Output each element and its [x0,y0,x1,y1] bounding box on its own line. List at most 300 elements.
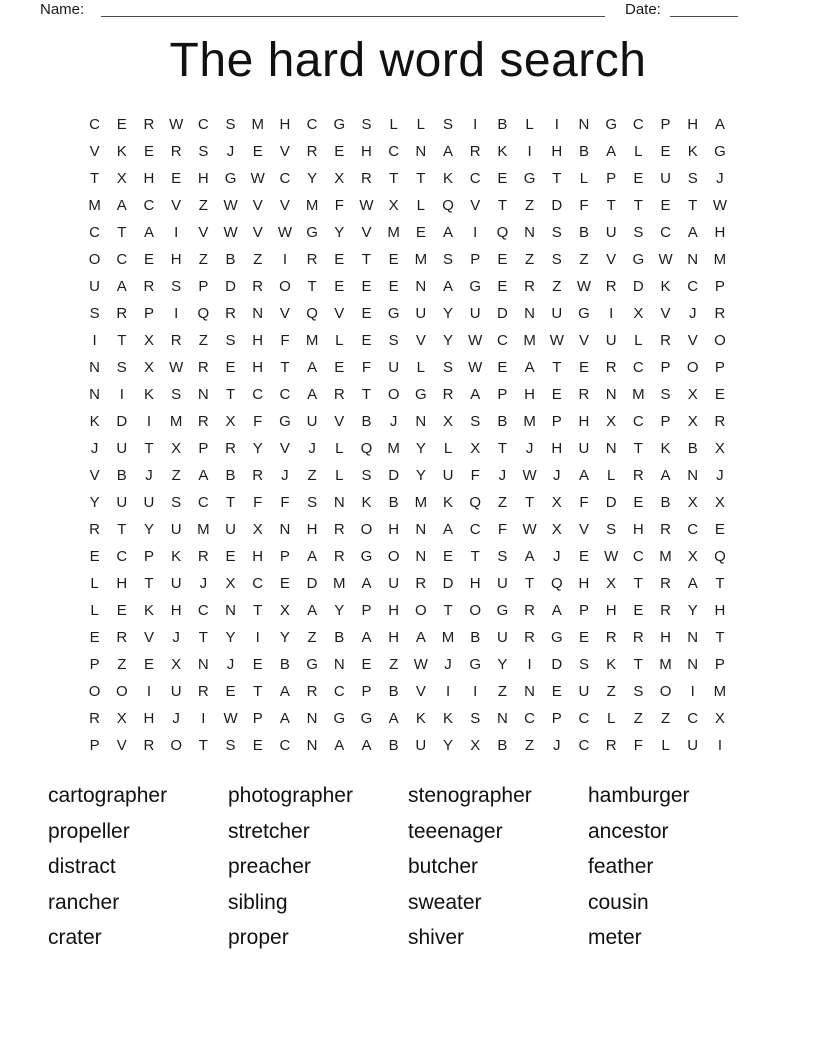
grid-letter: Y [307,170,318,187]
grid-letter: S [361,116,372,133]
grid-letter: P [660,116,671,133]
grid-letter: G [496,602,509,619]
grid-letter: E [388,278,399,295]
grid-letter: N [89,359,101,376]
grid-letter: A [307,359,318,376]
grid-letter: G [306,656,318,673]
grid-letter: J [199,575,208,592]
grid-letter: S [660,386,671,403]
grid-letter: M [387,224,400,241]
grid-row [81,462,734,489]
grid-letter: N [333,656,345,673]
grid-row [81,570,734,597]
grid-letter: G [550,629,563,646]
grid-letter: G [387,305,400,322]
grid-letter: E [252,143,263,160]
grid-letter: B [225,251,236,268]
date-blank-line [670,0,738,17]
grid-letter: N [225,602,236,619]
grid-letter: V [279,440,290,457]
grid-letter: Y [443,332,454,349]
grid-letter: H [279,116,291,133]
grid-letter: R [361,170,372,187]
grid-letter: D [632,278,644,295]
grid-letter: A [361,737,372,754]
grid-letter: J [226,656,235,673]
grid-letter: P [660,359,671,376]
grid-letter: I [717,737,722,754]
grid-letter: C [687,521,699,538]
grid-letter: A [578,467,589,484]
grid-letter: A [307,386,318,403]
grid-letter: Y [443,305,454,322]
grid-letter: G [714,143,726,160]
grid-letter: P [578,602,589,619]
grid-letter: A [279,710,290,727]
grid-letter: R [306,143,318,160]
grid-letter: E [334,251,345,268]
grid-letter: O [88,683,101,700]
grid-letter: A [116,278,127,295]
grid-letter: L [389,116,398,133]
grid-letter: N [415,413,427,430]
grid-letter: X [687,494,698,511]
grid-letter: I [174,224,179,241]
grid-row [81,516,734,543]
grid-letter: E [89,629,100,646]
grid-letter: Y [415,440,426,457]
grid-letter: N [306,737,318,754]
grid-letter: G [333,710,346,727]
grid-letter: W [223,224,238,241]
grid-letter: U [442,467,454,484]
grid-letter: R [524,629,536,646]
grid-letter: A [198,467,209,484]
grid-letter: A [551,602,562,619]
grid-letter: C [333,683,345,700]
grid-letter: R [306,251,318,268]
grid-letter: M [414,494,428,511]
grid-letter: E [388,251,399,268]
grid-letter: W [468,332,483,349]
grid-letter: X [470,737,481,754]
grid-letter: X [116,170,127,187]
grid-letter: P [143,548,154,565]
grid-letter: E [578,629,589,646]
grid-letter: P [714,278,725,295]
grid-letter: X [714,494,725,511]
grid-letter: Z [307,629,317,646]
word-list-column [228,778,408,956]
grid-letter: G [415,386,427,403]
grid-letter: X [116,710,127,727]
grid-letter: O [469,602,482,619]
grid-letter: G [578,305,590,322]
grid-letter: T [389,170,399,187]
grid-letter: R [116,629,128,646]
grid-letter: Z [198,197,208,214]
word-item: shiver [408,926,465,949]
grid-row [81,192,734,219]
grid-letter: I [146,413,152,430]
grid-letter: E [361,332,372,349]
grid-letter: L [335,440,344,457]
grid-letter: Z [307,467,317,484]
grid-letter: X [687,413,698,430]
grid-letter: R [252,278,264,295]
grid-letter: L [335,467,344,484]
grid-letter: N [197,656,209,673]
grid-letter: I [473,683,478,700]
grid-letter: Z [389,656,399,673]
grid-letter: L [606,467,616,484]
grid-letter: I [201,710,206,727]
word-item: sweater [408,890,482,914]
grid-letter: D [442,575,454,592]
grid-letter: C [496,332,508,349]
grid-letter: F [579,494,589,511]
grid-letter: C [306,116,318,133]
grid-letter: A [524,359,535,376]
grid-letter: J [553,737,561,754]
grid-row [81,732,734,759]
grid-letter: C [89,116,101,133]
grid-letter: J [553,467,561,484]
grid-letter: C [197,116,209,133]
grid-letter: E [225,683,236,700]
grid-letter: P [497,386,508,403]
word-list-column [588,778,768,956]
grid-letter: N [524,683,536,700]
grid-letter: S [687,170,698,187]
grid-letter: M [713,251,727,268]
grid-letter: I [282,251,287,268]
grid-letter: P [252,710,263,727]
grid-letter: E [578,359,589,376]
grid-letter: N [415,278,427,295]
grid-letter: R [89,710,101,727]
grid-letter: X [143,359,154,376]
grid-letter: Y [279,629,290,646]
grid-letter: S [633,224,644,241]
grid-letter: X [443,413,454,430]
grid-letter: E [334,143,345,160]
grid-letter: G [224,170,237,187]
grid-letter: Z [579,251,589,268]
grid-letter: J [226,143,235,160]
grid-letter: H [388,629,400,646]
grid-letter: S [443,251,454,268]
grid-letter: M [713,683,727,700]
grid-letter: T [198,629,208,646]
grid-letter: Z [525,197,535,214]
grid-letter: J [308,440,316,457]
grid-letter: U [415,737,427,754]
grid-letter: T [253,602,263,619]
grid-letter: W [604,548,619,565]
grid-letter: N [687,629,699,646]
grid-letter: R [197,359,209,376]
grid-letter: F [633,737,643,754]
grid-letter: A [606,143,617,160]
grid-letter: U [116,440,128,457]
grid-letter: C [197,494,209,511]
grid-letter: V [143,629,154,646]
grid-letter: L [579,170,589,187]
grid-letter: X [279,602,290,619]
grid-letter: I [473,116,478,133]
grid-letter: S [551,251,562,268]
grid-letter: E [279,575,290,592]
grid-letter: R [415,575,427,592]
grid-letter: I [527,656,532,673]
grid-letter: C [143,197,155,214]
grid-letter: P [198,278,209,295]
grid-letter: U [116,494,128,511]
grid-letter: R [632,629,644,646]
grid-letter: N [333,494,345,511]
grid-letter: E [551,683,562,700]
grid-letter: B [116,467,127,484]
grid-letter: W [712,197,727,214]
grid-letter: L [443,440,453,457]
grid-letter: E [334,359,345,376]
grid-letter: I [609,305,614,322]
grid-letter: R [660,575,671,592]
grid-letter: K [687,143,698,160]
grid-letter: Z [660,710,671,727]
grid-row [81,273,734,300]
grid-letter: O [170,737,182,754]
grid-letter: P [89,737,100,754]
grid-letter: J [389,413,398,430]
grid-letter: F [253,413,263,430]
grid-letter: U [388,359,400,376]
grid-letter: R [143,278,155,295]
grid-letter: H [578,413,590,430]
grid-letter: K [171,548,182,565]
grid-letter: R [660,332,671,349]
grid-letter: J [90,440,99,457]
grid-letter: F [280,494,290,511]
grid-letter: H [388,521,400,538]
grid-letter: S [116,359,127,376]
word-item: stretcher [228,819,310,843]
grid-letter: E [660,197,671,214]
grid-letter: K [443,170,454,187]
grid-letter: T [552,170,562,187]
grid-row [81,165,734,192]
grid-letter: R [170,143,182,160]
grid-letter: V [198,224,209,241]
grid-letter: B [388,494,399,511]
grid-letter: H [605,602,617,619]
grid-letter: H [170,602,182,619]
grid-letter: V [279,143,290,160]
grid-letter: H [687,116,699,133]
grid-letter: C [687,710,699,727]
grid-letter: C [632,413,644,430]
grid-letter: R [225,305,236,322]
grid-letter: T [144,440,154,457]
grid-letter: O [686,359,699,376]
grid-letter: R [605,737,617,754]
grid-letter: J [498,467,507,484]
grid-row [81,408,734,435]
grid-letter: U [687,737,699,754]
grid-letter: E [551,386,562,403]
grid-row [81,246,734,273]
grid-letter: O [387,548,400,565]
grid-letter: K [606,656,617,673]
grid-letter: E [116,602,127,619]
word-item: butcher [408,855,479,878]
grid-letter: H [551,440,563,457]
grid-letter: T [443,602,453,619]
grid-letter: L [606,710,616,727]
grid-letter: R [469,143,481,160]
grid-letter: H [578,575,590,592]
grid-letter: D [306,575,318,592]
grid-letter: N [687,467,699,484]
grid-letter: M [659,548,672,565]
grid-letter: R [660,521,671,538]
grid-letter: M [169,413,183,430]
grid-letter: T [280,359,290,376]
grid-letter: A [687,224,698,241]
grid-letter: R [170,332,182,349]
grid-letter: T [525,575,535,592]
grid-letter: S [633,683,644,700]
grid-row [81,597,734,624]
grid-letter: E [252,656,263,673]
grid-letter: R [333,521,345,538]
grid-letter: S [171,386,182,403]
grid-letter: V [415,683,426,700]
grid-letter: N [89,386,101,403]
grid-letter: W [522,467,537,484]
date-label: Date: [625,1,661,18]
grid-letter: H [116,575,128,592]
grid-letter: U [578,683,590,700]
grid-letter: U [551,305,563,322]
grid-letter: W [522,521,537,538]
grid-letter: U [496,629,508,646]
grid-letter: G [306,224,318,241]
grid-letter: Q [469,494,482,511]
grid-letter: T [90,170,100,187]
grid-letter: K [443,494,454,511]
grid-letter: P [198,440,209,457]
word-item: preacher [228,855,311,878]
grid-letter: V [578,332,589,349]
grid-letter: P [279,548,290,565]
grid-letter: R [714,413,726,430]
word-item: meter [588,926,642,949]
grid-letter: R [333,386,345,403]
grid-letter: T [633,575,643,592]
grid-letter: P [361,683,372,700]
grid-row [81,111,734,138]
grid-letter: A [687,575,698,592]
grid-letter: Z [552,278,562,295]
grid-letter: X [225,413,236,430]
grid-letter: I [174,305,179,322]
grid-letter: Z [606,683,616,700]
grid-letter: C [116,548,128,565]
grid-letter: L [416,116,426,133]
grid-letter: A [415,629,426,646]
grid-letter: S [225,737,236,754]
grid-letter: H [143,170,155,187]
grid-letter: K [116,143,127,160]
grid-letter: M [305,332,319,349]
grid-letter: E [633,602,644,619]
grid-letter: L [416,359,426,376]
grid-letter: C [469,521,481,538]
grid-letter: B [497,116,508,133]
grid-letter: K [143,386,154,403]
grid-letter: N [415,143,427,160]
grid-letter: R [197,548,209,565]
grid-letter: P [551,710,562,727]
grid-letter: A [470,386,481,403]
grid-letter: X [551,494,562,511]
grid-letter: R [252,467,264,484]
grid-letter: V [171,197,182,214]
grid-letter: O [415,602,427,619]
grid-letter: M [387,440,400,457]
grid-letter: O [360,521,373,538]
grid-letter: G [523,170,536,187]
grid-letter: L [90,602,99,619]
grid-letter: L [90,575,99,592]
grid-letter: E [578,548,589,565]
grid-letter: V [687,332,698,349]
grid-letter: U [415,305,427,322]
grid-letter: V [415,332,426,349]
grid-letter: E [225,548,236,565]
grid-letter: N [306,710,318,727]
grid-letter: K [89,413,100,430]
grid-letter: C [660,224,671,241]
grid-letter: V [279,197,290,214]
grid-letter: C [632,359,644,376]
grid-letter: T [361,251,372,268]
grid-letter: T [633,440,643,457]
grid-letter: B [388,737,399,754]
grid-letter: C [116,251,128,268]
grid-letter: V [279,305,290,322]
grid-letter: E [497,359,508,376]
grid-letter: E [443,548,454,565]
grid-letter: O [115,683,128,700]
grid-letter: Q [197,305,210,322]
grid-letter: P [143,305,154,322]
grid-letter: F [334,197,344,214]
grid-letter: Y [89,494,100,511]
grid-letter: B [388,683,399,700]
grid-letter: W [250,170,265,187]
grid-letter: I [92,332,97,349]
grid-letter: Z [497,494,507,511]
word-item: cartographer [48,784,168,807]
grid-letter: Z [198,251,208,268]
grid-letter: Y [443,737,454,754]
grid-letter: R [116,305,128,322]
grid-letter: R [225,440,236,457]
grid-letter: R [605,629,617,646]
